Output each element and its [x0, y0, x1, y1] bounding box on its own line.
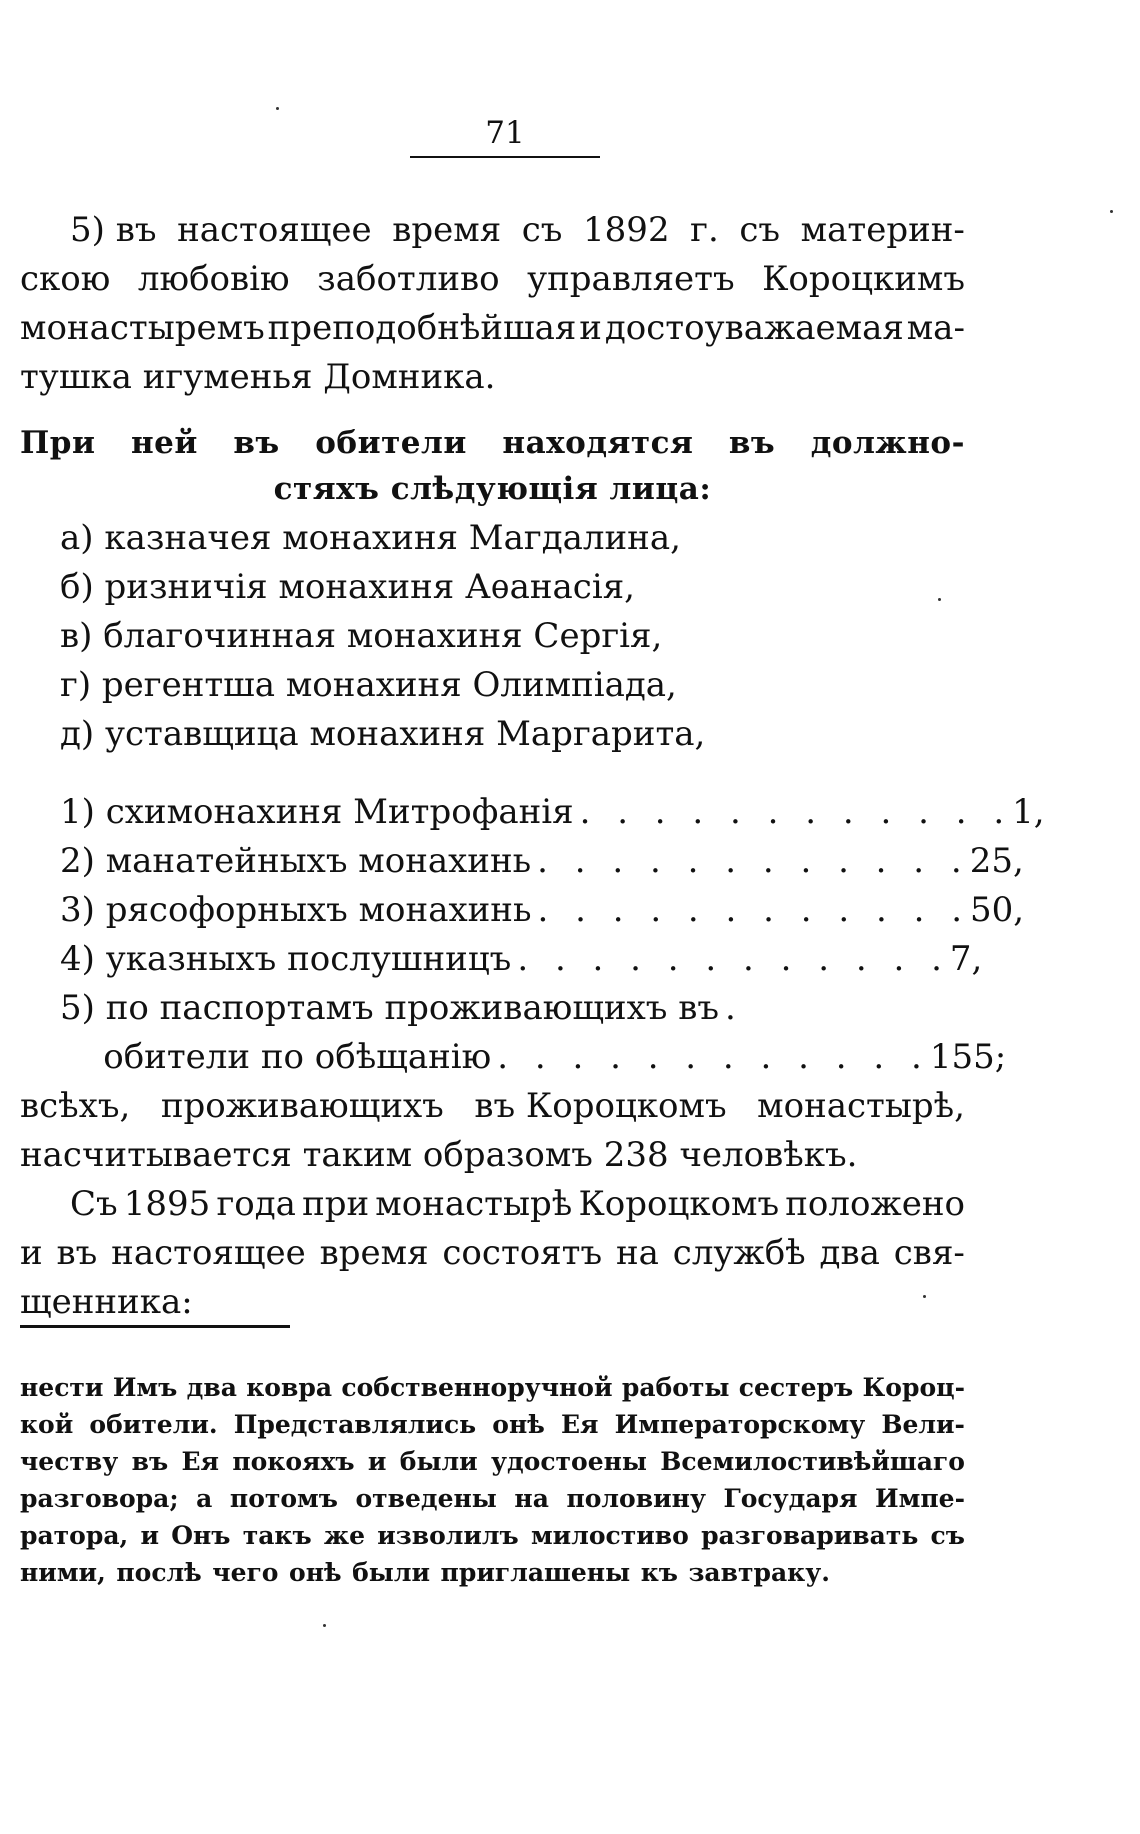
count-label: 1) схимонахиня Митрофанія	[60, 792, 574, 832]
word: кой	[20, 1410, 74, 1439]
word: Вели-	[881, 1410, 965, 1439]
word: покояхъ	[232, 1447, 355, 1476]
word: монастырѣ,	[757, 1086, 965, 1126]
list-item: в) благочинная монахиня Сергія,	[60, 616, 663, 656]
word: время	[319, 1233, 429, 1273]
word: Ея	[560, 1410, 599, 1439]
word: года	[216, 1184, 296, 1224]
word: г.	[690, 210, 719, 250]
paragraph-line	[20, 255, 965, 303]
word: сестеръ	[738, 1373, 854, 1402]
word: разговаривать	[701, 1521, 919, 1550]
word: завтраку.	[688, 1558, 830, 1587]
word: время	[392, 210, 502, 250]
word: монастыремъ	[20, 308, 265, 348]
count-row	[60, 984, 875, 1032]
word: съ	[739, 210, 781, 250]
count-label: 5) по паспортамъ проживающихъ въ	[60, 988, 719, 1028]
word: половину	[566, 1484, 706, 1513]
page-number-rule	[410, 156, 600, 158]
word: нести	[20, 1373, 104, 1402]
word: достоуважаемая	[604, 308, 904, 348]
paragraph-line	[70, 206, 965, 254]
count-value: 7,	[949, 939, 983, 979]
word: службѣ	[672, 1233, 806, 1273]
word: при	[302, 1184, 370, 1224]
word: а	[196, 1484, 213, 1513]
word: послѣ	[116, 1558, 202, 1587]
word: и	[367, 1447, 387, 1476]
word: ними,	[20, 1558, 106, 1587]
word: скою	[20, 259, 111, 299]
list-item: д) уставщица монахиня Маргарита,	[60, 714, 706, 754]
word: потомъ	[229, 1484, 338, 1513]
word: на	[514, 1484, 549, 1513]
page-number: 71	[485, 115, 525, 151]
word: и	[579, 308, 602, 348]
word: Представлялись	[233, 1410, 477, 1439]
word: материн-	[800, 210, 965, 250]
word: милостиво	[530, 1521, 689, 1550]
footnote-line	[20, 1554, 830, 1591]
word: свя-	[893, 1233, 965, 1273]
word: отведены	[355, 1484, 497, 1513]
footnote-line	[20, 1369, 965, 1406]
print-speck	[938, 598, 941, 601]
word: были	[352, 1558, 431, 1587]
word: Всемилостивѣйшаго	[660, 1447, 965, 1476]
word: настоящее	[177, 210, 372, 250]
footnote-line	[20, 1480, 965, 1517]
paragraph-line	[20, 304, 965, 352]
word: изволилъ	[377, 1521, 519, 1550]
word: и	[140, 1521, 159, 1550]
leader-dots: . . . . . . . . . . . .	[497, 1037, 930, 1077]
paragraph-line	[20, 1229, 965, 1277]
word: настоящее	[111, 1233, 306, 1273]
count-value: 155;	[929, 1037, 1007, 1077]
section-heading: стяхъ слѣдующія лица:	[273, 471, 712, 507]
word: При	[20, 425, 96, 461]
count-label: 3) рясофорныхъ монахинь	[60, 890, 532, 930]
word: монастырѣ	[375, 1184, 573, 1224]
word: 1892	[583, 210, 670, 250]
count-row	[60, 1033, 1007, 1081]
footnote-rule	[20, 1325, 290, 1328]
word: Императорскому	[614, 1410, 866, 1439]
word: ратора,	[20, 1521, 129, 1550]
word: положено	[785, 1184, 965, 1224]
word: Короцкомъ	[578, 1184, 780, 1224]
word: въ	[56, 1233, 98, 1273]
word: 1895	[123, 1184, 211, 1224]
section-heading	[20, 420, 965, 466]
word: проживающихъ	[160, 1086, 444, 1126]
word: на	[615, 1233, 659, 1273]
word: Импе-	[875, 1484, 965, 1513]
word: 5) въ	[70, 210, 157, 250]
word: къ	[640, 1558, 678, 1587]
count-row	[60, 788, 1045, 836]
print-speck	[1110, 210, 1113, 213]
list-item: г) регентша монахиня Олимпіада,	[60, 665, 677, 705]
count-row	[60, 837, 1024, 885]
count-value: 50,	[970, 890, 1025, 930]
word: съ	[930, 1521, 965, 1550]
leader-dots: . . . . . . . . . . . .	[579, 792, 1013, 832]
paragraph-line	[70, 1180, 965, 1228]
word: и	[20, 1233, 43, 1273]
leader-dots: .	[724, 988, 744, 1028]
word: преподобнѣйшая	[267, 308, 577, 348]
word: обители.	[89, 1410, 218, 1439]
word: разговора;	[20, 1484, 179, 1513]
paragraph-line: насчитывается таким образомъ 238 человѣкъ.	[20, 1135, 858, 1175]
word: честву	[20, 1447, 119, 1476]
word: Имъ	[112, 1373, 178, 1402]
count-label: 2) манатейныхъ монахинь	[60, 841, 532, 881]
list-item: а) казначея монахиня Магдалина,	[60, 518, 681, 558]
leader-dots: . . . . . . . . . . . .	[517, 939, 950, 979]
word: были	[399, 1447, 478, 1476]
list-item: б) ризничія монахиня Аѳанасія,	[60, 567, 635, 607]
word: Онъ	[171, 1521, 231, 1550]
count-value: 25,	[969, 841, 1024, 881]
word: въ	[728, 425, 776, 461]
word: ма-	[906, 308, 965, 348]
count-value: 1,	[1012, 792, 1045, 832]
word: всѣхъ,	[20, 1086, 131, 1126]
footnote-line	[20, 1406, 965, 1443]
word: такъ	[242, 1521, 312, 1550]
count-label: обители по обѣщанію	[60, 1037, 492, 1077]
word: Короцкимъ	[762, 259, 965, 299]
paragraph-line: тушка игуменья Домника.	[20, 357, 496, 397]
word: Ея	[181, 1447, 220, 1476]
word: любовію	[137, 259, 290, 299]
word: Государя	[723, 1484, 858, 1513]
word: два	[186, 1373, 237, 1402]
paragraph-line	[20, 1082, 965, 1130]
word: ней	[130, 425, 198, 461]
word: собственноручной	[341, 1373, 613, 1402]
word: въ Короцкомъ	[474, 1086, 727, 1126]
footnote-line	[20, 1517, 965, 1554]
word: управляетъ	[527, 259, 735, 299]
leader-dots: . . . . . . . . . . . .	[537, 890, 971, 930]
paragraph-line: щенника:	[20, 1282, 193, 1322]
word: заботливо	[317, 259, 500, 299]
word: онѣ	[289, 1558, 342, 1587]
word: работы	[621, 1373, 730, 1402]
print-speck	[923, 1295, 926, 1298]
word: ковра	[246, 1373, 333, 1402]
word: приглашены	[440, 1558, 631, 1587]
word: удостоены	[490, 1447, 647, 1476]
word: чего	[212, 1558, 279, 1587]
count-label: 4) указныхъ послушницъ	[60, 939, 512, 979]
word: состоятъ	[442, 1233, 603, 1273]
word: въ	[131, 1447, 169, 1476]
word: должно-	[810, 425, 965, 461]
leader-dots: . . . . . . . . . . . .	[537, 841, 970, 881]
word: находятся	[502, 425, 694, 461]
word: обители	[315, 425, 467, 461]
word: онѣ	[492, 1410, 545, 1439]
count-row	[60, 935, 983, 983]
print-speck	[323, 1624, 326, 1627]
print-speck	[276, 107, 279, 110]
word: Съ	[70, 1184, 118, 1224]
word: два	[819, 1233, 880, 1273]
word: съ	[521, 210, 563, 250]
word: въ	[233, 425, 280, 461]
footnote-line	[20, 1443, 965, 1480]
count-row	[60, 886, 1025, 934]
word: же	[323, 1521, 365, 1550]
word: Короц-	[862, 1373, 965, 1402]
